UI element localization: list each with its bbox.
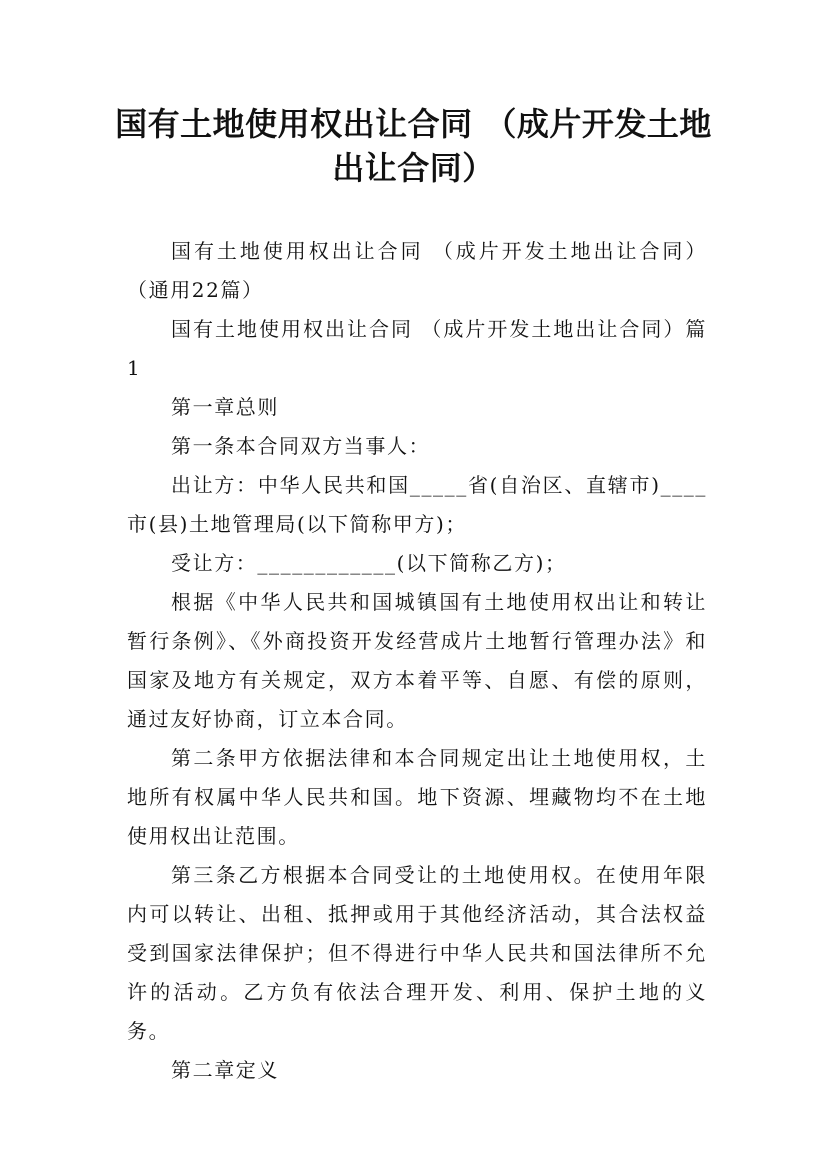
document-body [127, 232, 707, 1090]
legal-basis-paragraph: 根据《中华人民共和国城镇国有土地使用权出让和转让暂行条例》、《外商投资开发经营成片土地暂行管理办法》和国家及地方有关规定，双方本着平等、自愿、有偿的原则，通过友好协商，订立本合同。 [127, 590, 707, 731]
document-title-line-2: 出让合同） [332, 149, 495, 187]
transferee-clause: 受让方：____________(以下简称乙方)； [171, 551, 567, 575]
chapter-heading-general: 第一章总则 [171, 395, 279, 419]
document-title-line-1: 国有土地使用权出让合同 （成片开发土地 [115, 105, 712, 143]
article-3: 第三条乙方根据本合同受让的土地使用权。在使用年限内可以转让、出租、抵押或用于其他经济活动，其合法权益受到国家法律保护；但不得进行中华人民共和国法律所不允许的活动。乙方负有依法合理开发、利用、保护土地的义务。 [127, 863, 707, 1043]
article-1: 第一条本合同双方当事人： [171, 434, 431, 458]
paragraph-collection-title: 国有土地使用权出让合同 （成片开发土地出让合同）（通用22篇） [127, 239, 707, 302]
chapter-heading-definitions: 第二章定义 [171, 1058, 279, 1082]
paragraph-part-heading: 国有土地使用权出让合同 （成片开发土地出让合同）篇1 [127, 317, 707, 380]
transferor-clause: 出让方：中华人民共和国_____省(自治区、直辖市)____市(县)土地管理局(以下简称甲方)； [127, 473, 707, 536]
article-2: 第二条甲方依据法律和本合同规定出让土地使用权，土地所有权属中华人民共和国。地下资源、埋藏物均不在土地使用权出让范围。 [127, 746, 707, 848]
